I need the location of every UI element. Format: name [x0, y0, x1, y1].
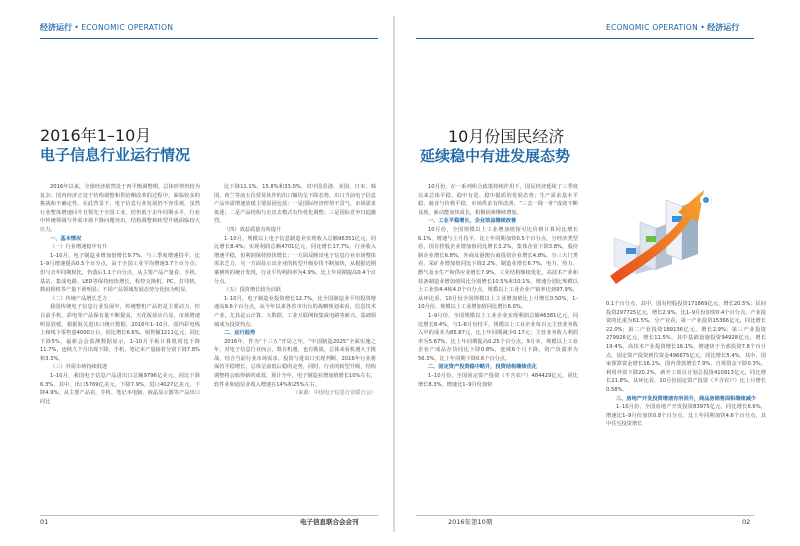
subheading: （一）行业增速稳中有升 — [50, 244, 108, 251]
section-heading: 二、运行趋势 — [224, 330, 256, 337]
paragraph: 2016年以来，全球经济依然处于再平衡调整期，总体形势仍较为复杂；国内经济正处于结构调整和供给侧改革的过程中，面临较多的挑战和不确定性。在此背景下，电子信息行业发展仍不容乐观，虽然行业整体增速回升且领先于全国工业，但仍低于去年同期水平，行业中传统领域与外需市场下降问题突出，结构调整和转型升级面临较大压力。 — [40, 184, 200, 233]
left-publication-name: 电子信息联合会会刊 — [300, 518, 359, 526]
paragraph: 10月份，在一系列组合政策持续作用下，国民经济延续了三季度以来总体平稳、稳中有进、稳中提质的发展态势；生产需求基本平稳，就业与价格平稳，市场供求有所改善，“三去一降一补”成效不断显现，新动能加快成长，积极因素继续增加。 — [418, 184, 578, 216]
left-header-en: ECONOMIC OPERATION — [81, 23, 174, 32]
paragraph: 1–10月份，全国房地产开发投资83975亿元，同比增长6.6%，增速比1–9月份加快0.8个百分点，比上年同期加快4.6个百分点，其中住宅投资增长 — [606, 404, 766, 428]
paragraph: 我国传统电子信息行业发展中，传统整机产品仍是主要动力，但目前手机、彩电等产品保有量不断提高，天花板效应凸显，市场增速明显放缓，根据海关进出口统计数据，2016年1–10月，国内彩电线上和线下零售量4000万台，同比增长6.6%，销售额1211亿元，同比下降5%，最新会会监测数据显示，1–10月平板计算机同比下降11.7%，连续九个月出现下降，手机、笔记本产量接着分别下降7.8%和3.3%。 — [40, 304, 200, 362]
right-title-line2: 延续稳中有进发展态势 — [420, 147, 571, 165]
right-column-1 — [418, 183, 578, 508]
paragraph: 2016年，作为“十三五”开局之年，“中国制造2025”全面实施之年，对电子信息行业而言，既有机遇，也有挑战，总体来看机遇大于挑战，结合当前行业市场需求，投资与进出口实现判断，2016年行业将保持平稳增长，总体呈前低后稳的走势，同时，行业的转型升级，结构调整将会取得新的成效，预计全年，电子制造业增加值增长10%左右，软件业和通信业收入增速在14%和25%左右。 — [214, 338, 376, 388]
paragraph: 0.1个百分点，其中，国有控股投资171869亿元，增长20.5%；民间投资297725亿元，增长2.9%，比1–9月份加快0.4个百分点，产业投资的比重为61.5%，分产业看，第一产业投资15366亿元，同比增长22.0%；第二产业投资189136亿元，增长2.9%；第三产业投资279926亿元，增长11.5%，其中基础设施投资94928亿元，增长19.4%，高技术产业投资增长16.1%，增速快于全部投资7.8个百分点，固定资产投资到位资金496675亿元，同比增长5.4%，其中，国家预算资金增长16.1%，国内贷款增长7.9%，自筹资金下降0.3%，利用外资下降20.2%，新开工项目计划总投资410913亿元，同比增长21.8%，从环比看，10月份固定资产投资（不含农户）比上月增长0.58%。 — [606, 301, 766, 393]
subheading: （五）投资增长较为活跃 — [224, 287, 282, 294]
paragraph: 1–10月份，全国固定资产投资（不含农户）484429亿元，同比增长8.3%，增速比1–9月份加快 — [418, 373, 578, 388]
rising-bar-chart-arrow-graphic — [606, 176, 726, 294]
right-page — [406, 18, 784, 530]
header-dot: • — [700, 23, 705, 32]
right-header-rule — [416, 38, 754, 39]
right-column-2 — [606, 300, 766, 510]
paragraph: 1–9月份，全国规模以上工业企业实现利润总额46381亿元，同比增长8.4%，与1–8月份持平，规模以上工业企业每百元主营业务收入中的成本为85.87元，比上年同期减少0.17元；主营业务收入利润率为5.67%，比上年同期提高0.25个百分点，9月末，规模以上工业企业产成品存货同比下降0.8%，连续6个月下降，资产负债率为56.3%，比上年同期下降0.6个百分点。 — [418, 312, 578, 362]
paragraph: 10月份，全国规模以上工业增加值按可比价格计算同比增长6.1%，增速与上月持平，比上年同期加快0.5个百分点，分经济类型看，国有控股企业增加值同比增长3.2%，集体企业下降3.8%，股份制企业增长6.8%，外商及港澳台商投资企业增长4.8%，分三大门类看，采矿业增加值同比下降2.2%，制造业增长6.7%，电力、热力、燃气及水生产和供应业增长7.9%，工业结构继续优化，高技术产业和装备制造业增加值同比分别增长10.5%和10.1%，增速分别比规模以上工业快4.4和4.0个百分点，规模以上工业企业产销率达到97.9%，从环比看，10月份全国规模以上工业增加值比上月增长0.50%，1–10月份，规模以上工业增加值同比增长6.0%。 — [418, 226, 578, 311]
subheading: （三）外需市场持续低迷 — [50, 364, 108, 371]
left-title-line1: 2016年1–10月 — [40, 126, 152, 145]
section-heading: 一、工业平稳增长，企业效益继续改善 — [428, 218, 517, 225]
left-title-line2: 电子信息行业运行情况 — [40, 146, 191, 164]
right-header-cn: 经济运行 — [707, 23, 740, 32]
subheading: （四）效益质量有所提升 — [224, 226, 282, 233]
source-note: （来源：中国电子信息行业联合会） — [292, 390, 376, 397]
subheading: （二）传统产品增长乏力 — [50, 295, 108, 302]
paragraph: 1–10月，电子制造业投资增长12.7%，比全国制造业平均投资增速高9.6个百分点，从今年以来各省市出台的战略规划来看，信息技术产业，尤其是云计算、大数据、工业互联网和集成电路等新兴、基础领域成为投资热点。 — [214, 295, 376, 328]
left-column-2 — [214, 183, 376, 508]
left-page — [10, 18, 388, 530]
section-heading: 一、基本情况 — [50, 235, 82, 242]
left-header-cn: 经济运行 — [40, 23, 72, 32]
right-issue-label: 2016年第10期 — [448, 518, 493, 526]
section-heading: 三、房地产开发投资增速有所回升，商品房销售面积继续减少 — [616, 395, 757, 402]
page-spine — [393, 16, 395, 532]
right-page-number: 02 — [742, 518, 751, 526]
left-footer-rule — [40, 515, 378, 516]
header-dot: • — [74, 23, 79, 32]
right-header — [606, 22, 739, 33]
right-title-line1: 10月份国民经济 — [448, 127, 565, 146]
right-header-en: ECONOMIC OPERATION — [606, 23, 699, 32]
left-column-1 — [40, 183, 200, 508]
left-header — [40, 22, 173, 33]
paragraph: 1–10月，规模以上电子信息制造业实现收入总额96351亿元，同比增长8.4%；实现利润总额4701亿元，同比增长17.7%，行业收入增速平稳，但利润保持较快增长；一方面反映出电子信息行业市场整体需求乏力，另一方面显示出企业的转型升级步伐不断加快，从根据近期案例所的统计发现，行业平均利润率为4.9%，比上年同期提高0.4个百分点。 — [214, 235, 376, 285]
left-page-number: 01 — [40, 518, 49, 526]
paragraph: 1–10月，电子制造业增加值增长9.7%，与三季度增速持平，比1–9月增速提高0.5个百分点，高于全国工业平均增速3.7个百分点；但与去年同期相比，仍落后1.1个百分点，从主要产品产量看，手机、基站、集成电路、LED等保持较快增长，程控交换机、PC、打印机、数码相机等产量下滑明显；不同产品领域发展态势分化较为明显。 — [40, 252, 200, 294]
paragraph: 比下降11.1%、15.8%和33.0%，对中国香港、美国、日本、韩国、荷兰等前五位贸易伙伴的出口额均呈下降态势，出口当前电子信息产品外需增速放缓主要原因包括：一是国际经济形势不景气，市场需求低迷；二是产品结构与走出去模式有待优化调整；三是国际竞争日趋激烈。 — [214, 184, 376, 225]
section-heading: 二、固定资产投资稳中略升，投资结构继续优化 — [428, 364, 537, 371]
paragraph: 1–10月，我国电子信息产品进出口总额9796亿美元，同比下降6.3%，其中，出口5769亿美元，下降7.9%，进口4027亿美元，下降4.9%，从主要产品看，手机、笔记本电脑、液晶显示器等产品出口同比 — [40, 373, 200, 405]
left-header-rule — [40, 38, 378, 39]
right-footer-rule — [416, 515, 754, 516]
